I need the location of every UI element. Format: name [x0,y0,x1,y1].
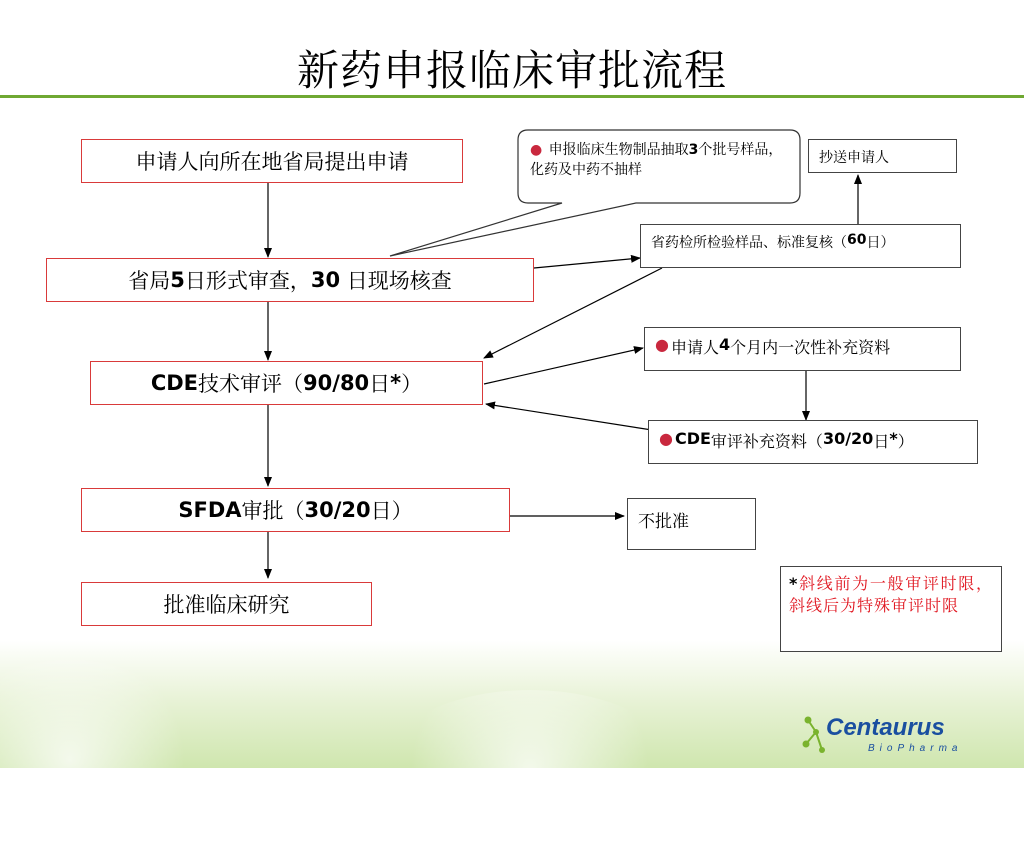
box-copy-applicant: 抄送申请人 [808,139,957,173]
step-apply: 申请人向所在地省局提出申请 [81,139,463,183]
bullet-icon: ● [530,142,543,158]
step-province-review: 省局 5 日形式审查， 30 日现场核查 [46,258,534,302]
arrow-cde-review-to-cde [486,404,652,430]
box-supplement: ● 申请人 4 个月内一次性补充资料 [644,327,961,371]
company-logo [800,712,970,762]
step-cde-review: CDE 技术审评（ 90/80 日 * ） [90,361,483,405]
logo-wordmark: Centaurus [826,714,945,741]
page-title: 新药申报临床审批流程 [296,46,727,95]
box-reject: 不批准 [627,498,756,550]
box-cde-supplement-review: ● CDE 审评补充资料（ 30/20 日 * ） [648,420,978,464]
box-inspection: 省药检所检验样品、标准复核（ 60 日） [640,224,961,268]
arrow-province-to-inspect [534,258,640,268]
step-sfda-approval: SFDA 审批（ 30/20 日） [81,488,510,532]
callout-note: ● 申报临床生物制品抽取3个批号样品，化药及中药不抽样 [530,142,783,178]
logo-subtitle: BioPharma [868,743,963,754]
footnote-box: *斜线前为一般审评时限，斜线后为特殊审评时限 [780,566,1002,652]
molecule-icon [800,712,826,756]
bullet-icon: ● [655,335,669,354]
arrow-cde-to-supplement [484,348,643,384]
bullet-icon: ● [659,429,673,448]
step-approve-clinical: 批准临床研究 [81,582,372,626]
